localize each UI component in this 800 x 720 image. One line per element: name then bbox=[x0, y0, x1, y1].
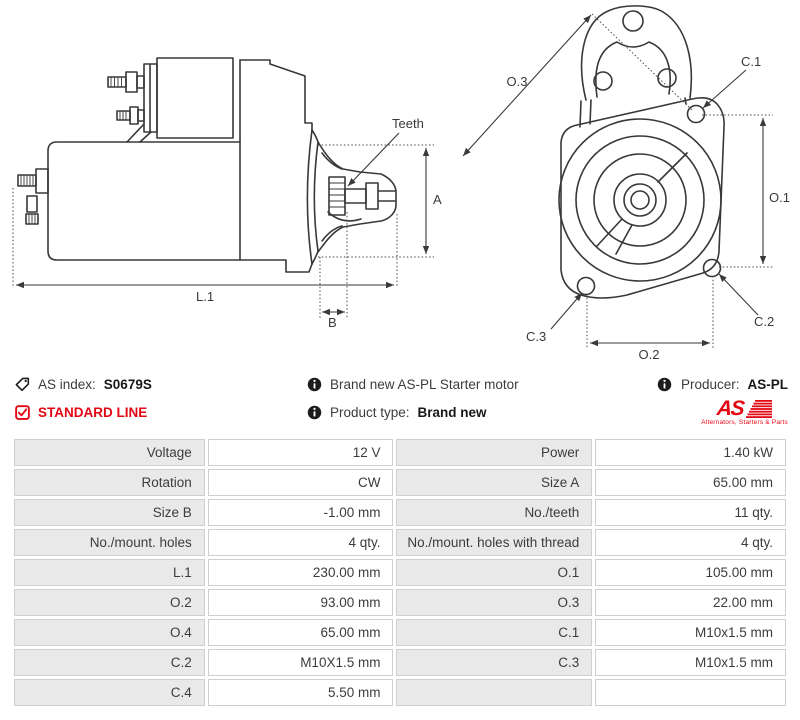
label-b: B bbox=[328, 315, 337, 330]
table-row bbox=[14, 679, 786, 706]
product-info-strip bbox=[0, 366, 800, 436]
table-row bbox=[14, 559, 786, 586]
spec-label: Voltage bbox=[14, 439, 205, 466]
label-o3: O.3 bbox=[506, 74, 528, 89]
label-o2: O.2 bbox=[638, 347, 660, 362]
product-type-line bbox=[306, 398, 519, 426]
as-index-line bbox=[14, 370, 152, 398]
spec-value: 1.40 kW bbox=[595, 439, 786, 466]
spec-value: 65.00 mm bbox=[208, 619, 394, 646]
as-index-value: S0679S bbox=[103, 376, 152, 392]
side-view-dotted-lines bbox=[13, 145, 434, 318]
table-row bbox=[14, 619, 786, 646]
info-column-index bbox=[14, 370, 152, 426]
table-row bbox=[14, 439, 786, 466]
spec-label: C.3 bbox=[396, 649, 592, 676]
label-teeth: Teeth bbox=[392, 116, 424, 131]
label-c1: C.1 bbox=[741, 54, 762, 69]
as-logo-stripes-icon bbox=[743, 399, 773, 419]
spec-label: L.1 bbox=[14, 559, 205, 586]
brand-logo-line bbox=[657, 399, 788, 427]
as-logo-tagline: Alternators, Starters & Parts bbox=[701, 419, 788, 426]
spec-value: 65.00 mm bbox=[595, 469, 786, 496]
spec-label: C.1 bbox=[396, 619, 592, 646]
side-view-dimension-lines bbox=[16, 133, 426, 312]
spec-label: O.4 bbox=[14, 619, 205, 646]
spec-value: 5.50 mm bbox=[208, 679, 394, 706]
info-icon bbox=[306, 404, 322, 420]
spec-label: C.4 bbox=[14, 679, 205, 706]
spec-value: -1.00 mm bbox=[208, 499, 394, 526]
table-row bbox=[14, 529, 786, 556]
spec-label bbox=[396, 679, 592, 706]
spec-label: Rotation bbox=[14, 469, 205, 496]
table-row bbox=[14, 589, 786, 616]
standard-line-label: STANDARD LINE bbox=[38, 404, 148, 420]
spec-label: C.2 bbox=[14, 649, 205, 676]
spec-value: M10X1.5 mm bbox=[208, 649, 394, 676]
producer-line bbox=[657, 370, 788, 398]
spec-label: Size B bbox=[14, 499, 205, 526]
description-line bbox=[306, 370, 519, 398]
label-l1: L.1 bbox=[196, 289, 215, 304]
as-index-label: AS index: bbox=[38, 376, 96, 392]
product-description: Brand new AS-PL Starter motor bbox=[330, 376, 519, 392]
info-icon bbox=[306, 376, 322, 392]
side-view-drawing bbox=[18, 58, 396, 272]
spec-label: O.2 bbox=[14, 589, 205, 616]
spec-label: Power bbox=[396, 439, 592, 466]
spec-value: CW bbox=[208, 469, 394, 496]
label-c3: C.3 bbox=[526, 329, 547, 344]
spec-value: 105.00 mm bbox=[595, 559, 786, 586]
spec-value: 11 qty. bbox=[595, 499, 786, 526]
table-row bbox=[14, 499, 786, 526]
label-o1: O.1 bbox=[769, 190, 790, 205]
info-column-description bbox=[306, 370, 519, 426]
product-type-value: Brand new bbox=[417, 404, 487, 420]
producer-value: AS-PL bbox=[747, 376, 788, 392]
spec-label: No./mount. holes with thread bbox=[396, 529, 592, 556]
table-row bbox=[14, 649, 786, 676]
table-row bbox=[14, 469, 786, 496]
spec-label: Size A bbox=[396, 469, 592, 496]
info-icon bbox=[657, 376, 673, 392]
spec-value bbox=[595, 679, 786, 706]
specification-table-section bbox=[0, 436, 800, 709]
standard-line-badge bbox=[14, 398, 152, 426]
as-logo-text: AS bbox=[715, 397, 744, 420]
spec-value: 22.00 mm bbox=[595, 589, 786, 616]
spec-value: M10x1.5 mm bbox=[595, 619, 786, 646]
front-view-drawing bbox=[559, 6, 724, 298]
spec-value: 230.00 mm bbox=[208, 559, 394, 586]
as-pl-logo bbox=[701, 399, 788, 427]
spec-value: M10x1.5 mm bbox=[595, 649, 786, 676]
label-c2: C.2 bbox=[754, 314, 775, 329]
producer-label: Producer: bbox=[680, 376, 740, 392]
spec-label: No./teeth bbox=[396, 499, 592, 526]
spec-value: 4 qty. bbox=[595, 529, 786, 556]
spec-value: 12 V bbox=[208, 439, 394, 466]
label-a: A bbox=[433, 192, 442, 207]
info-column-producer bbox=[657, 370, 788, 427]
checkbox-checked-icon bbox=[14, 404, 30, 420]
product-type-label: Product type: bbox=[330, 404, 410, 420]
spec-value: 93.00 mm bbox=[208, 589, 394, 616]
spec-label: O.3 bbox=[396, 589, 592, 616]
specification-table bbox=[11, 436, 789, 709]
spec-label: O.1 bbox=[396, 559, 592, 586]
spec-label: No./mount. holes bbox=[14, 529, 205, 556]
tag-icon bbox=[14, 376, 30, 392]
spec-value: 4 qty. bbox=[208, 529, 394, 556]
